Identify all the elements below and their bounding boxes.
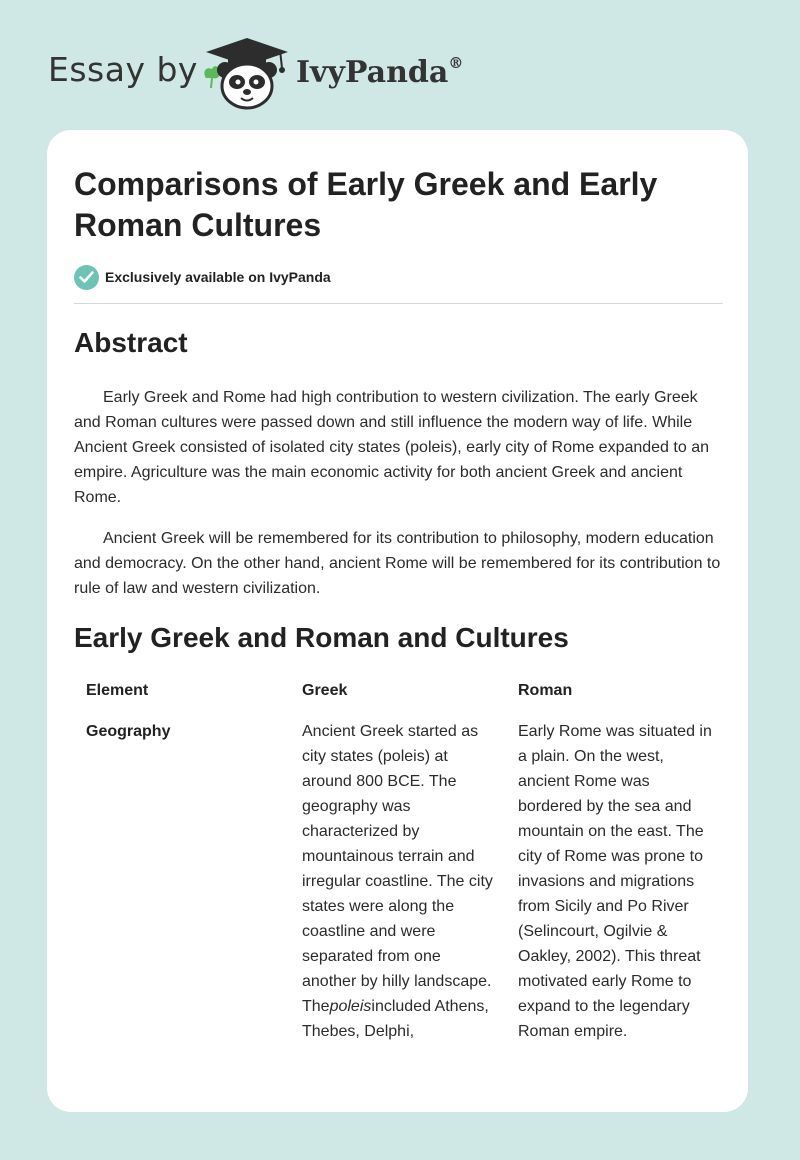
table-cell-greek: Ancient Greek started as city states (poleis) at around 800 BCE. The geography was characterized by mountainous terrain and irregular coastline. The city states were along the coastline and were separated from one another by hilly landscape. Thepoleisincluded Athens, Thebes, Delphi, bbox=[302, 723, 493, 1040]
exclusive-label: Exclusively available on IvyPanda bbox=[105, 269, 331, 285]
title-divider bbox=[74, 303, 723, 304]
panda-logo-icon[interactable] bbox=[200, 36, 294, 110]
page-title: Comparisons of Early Greek and Early Roman Cultures bbox=[74, 166, 658, 243]
table-header-roman: Roman bbox=[518, 682, 573, 699]
site-header bbox=[0, 0, 800, 120]
table-header-greek: Greek bbox=[302, 682, 348, 699]
cultures-heading: Early Greek and Roman and Cultures bbox=[74, 622, 569, 653]
essay-by-label: Essay by bbox=[48, 50, 198, 89]
abstract-heading: Abstract bbox=[74, 327, 188, 358]
table-cell-roman: Early Rome was situated in a plain. On the west, ancient Rome was bordered by the sea and mountain on the east. The city of Rome was prone to invasions and migrations from Sicily and Po River (Selincourt, Ogilvie & Oakley, 2002). This threat motivated early Rome to expand to the legendary Roman empire. bbox=[518, 723, 712, 1040]
check-icon bbox=[74, 265, 99, 290]
brand-name[interactable]: IvyPanda® bbox=[296, 54, 464, 90]
essay-card bbox=[47, 130, 748, 1112]
table-cell-element: Geography bbox=[86, 723, 171, 740]
abstract-paragraph: Early Greek and Rome had high contribution to western civilization. The early Greek and Roman cultures were passed down and still influence the modern way of life. While Ancient Greek consisted of isolated city states (poleis), early city of Rome expanded to an empire. Agriculture was the main economic activity for both ancient Greek and ancient Rome. bbox=[74, 389, 709, 506]
table-header-element: Element bbox=[86, 682, 149, 699]
abstract-paragraph: Ancient Greek will be remembered for its contribution to philosophy, modern education and democracy. On the other hand, ancient Rome will be remembered for its contribution to rule of law and western civilization. bbox=[74, 530, 721, 597]
exclusive-badge bbox=[74, 263, 331, 291]
